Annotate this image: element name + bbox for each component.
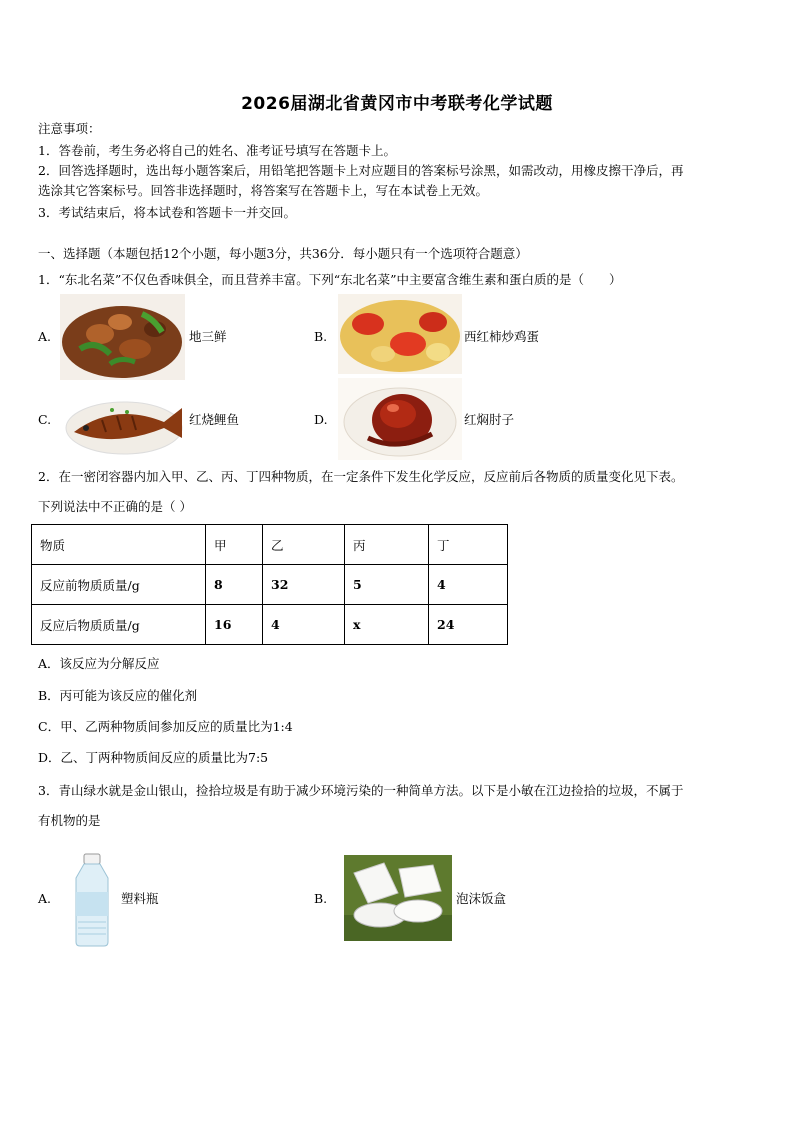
q2-option-a: A．该反应为分解反应 [38,656,160,671]
table-cell: 4 [429,565,508,605]
q1-stem: 1．“东北名菜”不仅色香味俱全，而且营养丰富。下列“东北名菜”中主要富含维生素和蛋白质的是（ ） [38,272,622,287]
table-cell: 4 [263,605,345,645]
table-row [32,565,508,605]
braised-carp-image [62,380,186,458]
q2-option-b: B．丙可能为该反应的催化剂 [38,688,198,703]
table-cell: 乙 [263,525,345,565]
q1-option-c-label: 红烧鲤鱼 [189,412,240,427]
q3-option-a-letter: A. [38,891,52,906]
q1-option-d-label: 红焖肘子 [464,412,515,427]
table-cell: 32 [263,565,345,605]
q1-option-a-label: 地三鲜 [189,329,227,344]
table-cell: 反应前物质质量/g [32,565,206,605]
notice-item-2-cont: 选涂其它答案标号。回答非选择题时，将答案写在答题卡上，写在本试卷上无效。 [38,183,489,198]
table-cell: x [345,605,429,645]
q1-option-b-label: 西红柿炒鸡蛋 [464,329,540,344]
q3-option-a-label: 塑料瓶 [121,891,159,906]
table-cell: 5 [345,565,429,605]
table-row [32,525,508,565]
table-cell: 8 [206,565,263,605]
q3-option-b-label: 泡沫饭盒 [456,891,507,906]
q1-option-d-letter: D. [314,412,328,427]
q2-option-d: D．乙、丁两种物质间反应的质量比为7:5 [38,750,269,765]
di-san-xian-image [60,294,185,380]
section-heading: 一、选择题（本题包括12个小题，每小题3分，共36分．每小题只有一个选项符合题意） [38,246,528,261]
table-cell: 24 [429,605,508,645]
notice-item-1: 1．答卷前，考生务必将自己的姓名、准考证号填写在答题卡上。 [38,143,396,158]
page-title: 2026届湖北省黄冈市中考联考化学试题 [241,94,553,114]
q3-stem-line2: 有机物的是 [38,813,101,828]
table-cell: 甲 [206,525,263,565]
q3-option-b-letter: B. [314,891,328,906]
table-cell: 16 [206,605,263,645]
notice-item-3: 3．考试结束后，将本试卷和答题卡一并交回。 [38,205,296,220]
foam-lunchbox-image [344,855,452,941]
q1-option-c-letter: C. [38,412,52,427]
plastic-bottle-image [68,852,116,948]
q1-option-a-letter: A. [38,329,52,344]
notice-heading: 注意事项： [38,121,101,136]
q2-stem-line1: 2．在一密闭容器内加入甲、乙、丙、丁四种物质，在一定条件下发生化学反应，反应前后各物质的质量变化见下表。 [38,469,684,484]
notice-item-2: 2．回答选择题时，选出每小题答案后，用铅笔把答题卡上对应题目的答案标号涂黑，如需改动，用橡皮擦干净后，再 [38,163,684,178]
tomato-egg-image [338,294,462,374]
table-cell: 丁 [429,525,508,565]
q2-table [31,524,508,645]
q2-option-c: C．甲、乙两种物质间参加反应的质量比为1:4 [38,719,293,734]
braised-pork-knuckle-image [338,378,462,460]
q1-option-b-letter: B. [314,329,328,344]
table-cell: 物质 [32,525,206,565]
q2-stem-line2: 下列说法中不正确的是（ ） [38,499,192,514]
table-row [32,605,508,645]
table-cell: 反应后物质质量/g [32,605,206,645]
table-cell: 丙 [345,525,429,565]
q3-stem-line1: 3．青山绿水就是金山银山，捡拾垃圾是有助于减少环境污染的一种简单方法。以下是小敏在江边捡拾的垃圾，不属于 [38,783,684,798]
